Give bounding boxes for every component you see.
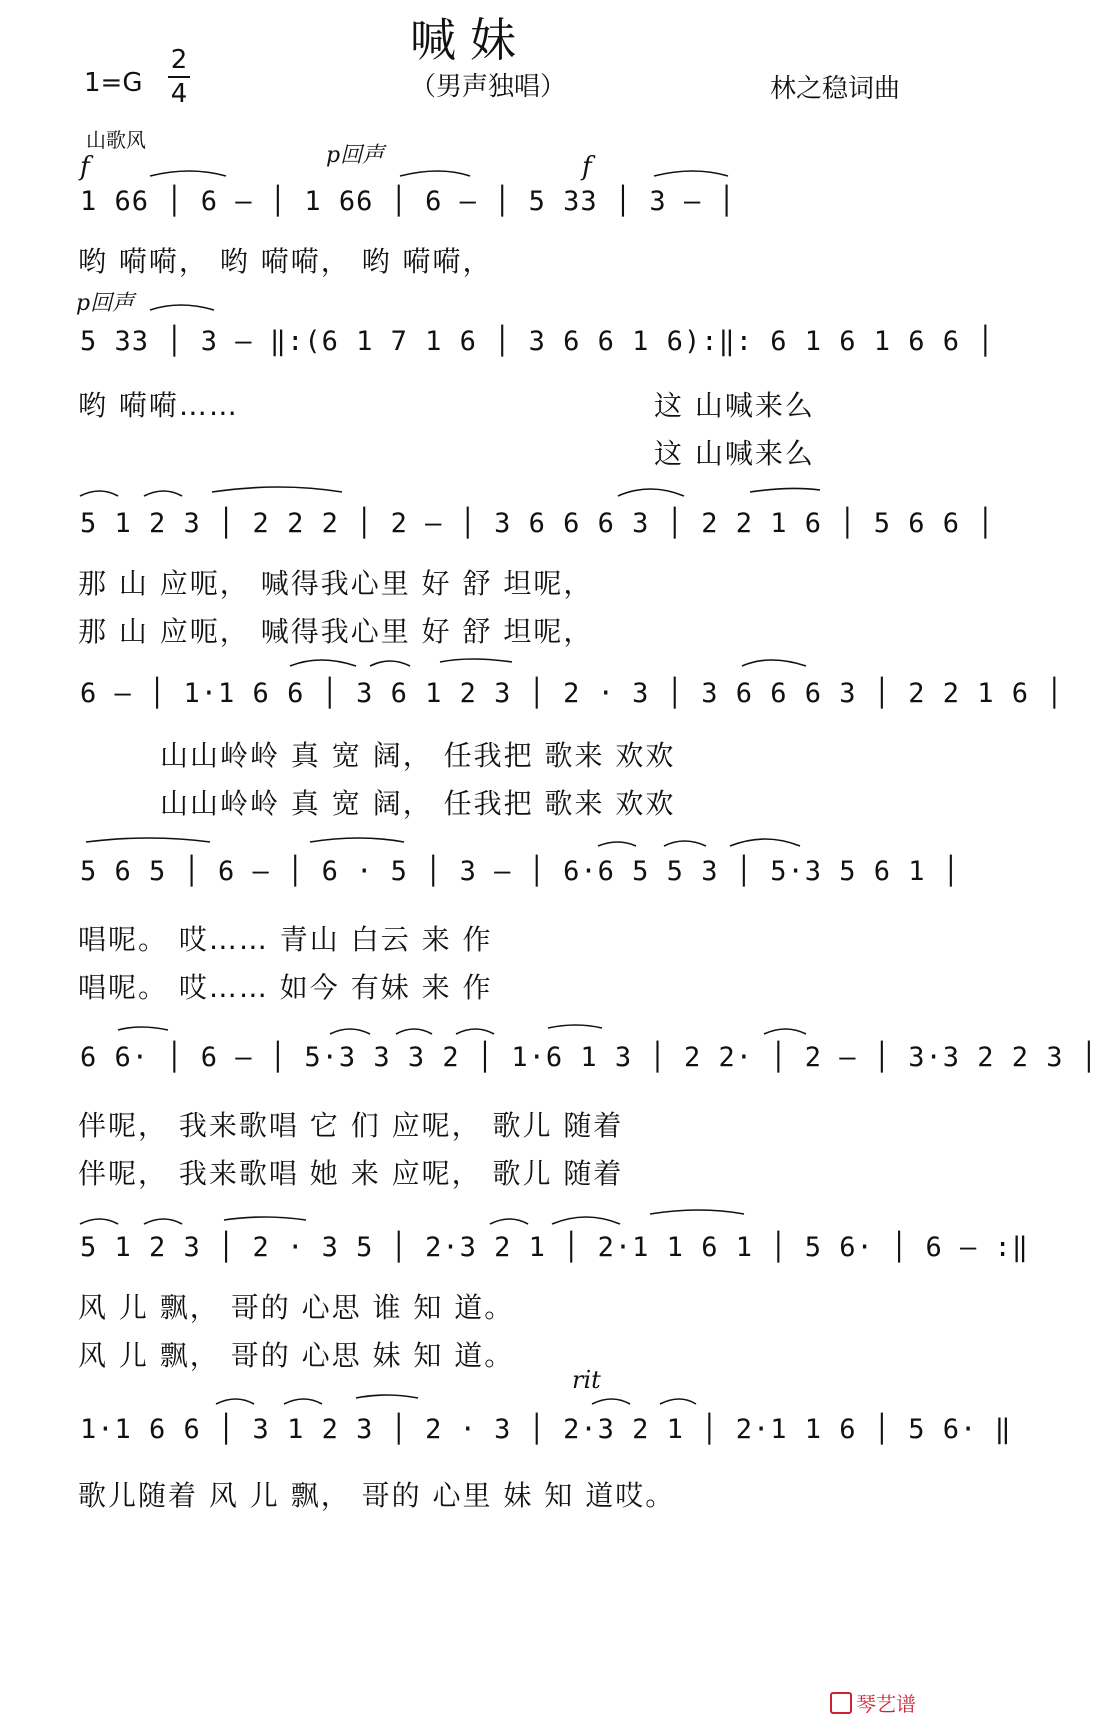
tie-mark — [150, 171, 226, 176]
tie-mark — [224, 1217, 306, 1220]
lyric-line-5-verse-1: 唱呢。 哎…… 青山 白云 来 作 — [78, 923, 493, 956]
slur-mark — [764, 1029, 806, 1034]
lyric-line-4-verse-2: 山山岭岭 真 宽 阔， 任我把 歌来 欢欢 — [160, 787, 676, 820]
notation-line-1: 1 66 │ 6 – │ 1 66 │ 6 – │ 5 33 │ 3 – │ — [80, 186, 736, 217]
notation-line-7: 5 1 2 3 │ 2 · 3 5 │ 2·3 2 1 │ 2·1 1 6 1 │ 5 6· │ 6 – :‖ — [80, 1232, 1030, 1263]
slur-mark — [80, 491, 118, 496]
slur-mark — [742, 660, 806, 666]
slur-mark — [370, 661, 410, 666]
notation-line-2: 5 33 │ 3 – ‖:(6 1 7 1 6 │ 3 6 6 1 6):‖: 6 1 6 1 6 6 │ — [80, 326, 995, 357]
slur-mark — [144, 1219, 182, 1224]
lyric-line-1-verse-1: 哟 嗬嗬， 哟 嗬嗬， 哟 嗬嗬， — [78, 245, 493, 278]
tie-mark — [440, 659, 512, 662]
slur-mark — [456, 1029, 494, 1034]
lyric-line-6-verse-2: 伴呢， 我来歌唱 她 来 应呢， 歌儿 随着 — [78, 1157, 624, 1190]
key-signature: 1=G — [84, 68, 143, 98]
tie-mark — [118, 1027, 168, 1030]
slur-mark — [80, 1219, 118, 1224]
slur-mark — [618, 489, 684, 496]
slur-mark — [552, 1217, 620, 1224]
slur-mark — [730, 839, 800, 846]
slur-mark — [592, 1399, 630, 1404]
lyric-line-8-verse-1: 歌儿随着 风 儿 飘， 哥的 心里 妹 知 道哎。 — [78, 1479, 676, 1512]
notation-line-3: 5 1 2 3 │ 2 2 2 │ 2 – │ 3 6 6 6 3 │ 2 2 1 6 │ 5 6 6 │ — [80, 508, 995, 539]
lyric-line-3-verse-1: 那 山 应呃， 喊得我心里 好 舒 坦呢， — [78, 567, 594, 600]
notation-line-6: 6 6· │ 6 – │ 5·3 3 3 2 │ 1·6 1 3 │ 2 2· │ 2 – │ 3·3 2 2 3 │ — [80, 1042, 1098, 1073]
slur-mark — [598, 842, 636, 846]
time-signature-top: 2 — [170, 45, 188, 75]
notation-line-4: 6 – │ 1·1 6 6 │ 3 6 1 2 3 │ 2 · 3 │ 3 6 6 6 3 │ 2 2 1 6 │ — [80, 678, 1064, 709]
tie-mark — [310, 838, 404, 842]
lyric-line-2-verse-1: 哟 嗬嗬…… — [78, 389, 239, 422]
slur-marks — [80, 171, 820, 1404]
dynamic-piano-echo-2: p回声 — [76, 291, 135, 316]
tie-mark — [548, 1025, 602, 1028]
slur-mark — [144, 491, 182, 496]
slur-mark — [290, 660, 356, 666]
tie-mark — [654, 171, 728, 176]
brand-logo-icon — [830, 1692, 852, 1714]
lyric-line-2-verse-2: 这 山喊来么 — [654, 437, 815, 470]
time-signature-bottom: 4 — [170, 79, 188, 109]
notation-line-8: 1·1 6 6 │ 3 1 2 3 │ 2 · 3 │ 2·3 2 1 │ 2·1 1 6 │ 5 6· ‖ — [80, 1414, 1012, 1445]
style-mark: 山歌风 — [86, 128, 146, 152]
slur-mark — [660, 1399, 696, 1404]
lyric-line-5-verse-2: 唱呢。 哎…… 如今 有妹 来 作 — [78, 971, 493, 1004]
tie-mark — [400, 171, 470, 176]
dynamic-piano-echo-1: p回声 — [326, 143, 385, 168]
watermark-text: 琴艺谱 — [856, 1692, 916, 1716]
dynamic-forte-2: f — [582, 152, 592, 182]
notation-line-5: 5 6 5 │ 6 – │ 6 · 5 │ 3 – │ 6·6 5 5 3 │ 5·3 5 6 1 │ — [80, 856, 961, 887]
slur-mark — [330, 1029, 370, 1034]
tie-mark — [356, 1395, 418, 1398]
author-credit: 林之稳词曲 — [770, 74, 901, 104]
lyric-line-3-verse-2: 那 山 应呃， 喊得我心里 好 舒 坦呢， — [78, 615, 594, 648]
watermark — [830, 1688, 916, 1717]
song-subtitle: （男声独唱） — [410, 72, 567, 102]
song-title: 喊妹 — [410, 13, 530, 67]
tie-mark — [212, 487, 342, 492]
slur-mark — [284, 1399, 322, 1404]
tie-mark — [750, 488, 820, 492]
tie-mark — [150, 305, 214, 310]
slur-mark — [664, 841, 706, 846]
ritardando-mark: rit — [572, 1366, 601, 1394]
lyric-line-2-verse-1b: 这 山喊来么 — [654, 389, 815, 422]
lyric-line-7-verse-1: 风 儿 飘， 哥的 心思 谁 知 道。 — [78, 1291, 515, 1324]
slur-mark — [490, 1219, 528, 1224]
slur-mark — [216, 1399, 254, 1404]
dynamic-forte-1: f — [80, 152, 90, 182]
lyric-line-6-verse-1: 伴呢， 我来歌唱 它 们 应呢， 歌儿 随着 — [78, 1109, 624, 1142]
lyric-line-7-verse-2: 风 儿 飘， 哥的 心思 妹 知 道。 — [78, 1339, 515, 1372]
tie-mark — [86, 838, 210, 842]
slur-mark — [396, 1029, 432, 1034]
tie-mark — [650, 1210, 744, 1214]
lyric-line-4-verse-1: 山山岭岭 真 宽 阔， 任我把 歌来 欢欢 — [160, 739, 676, 772]
